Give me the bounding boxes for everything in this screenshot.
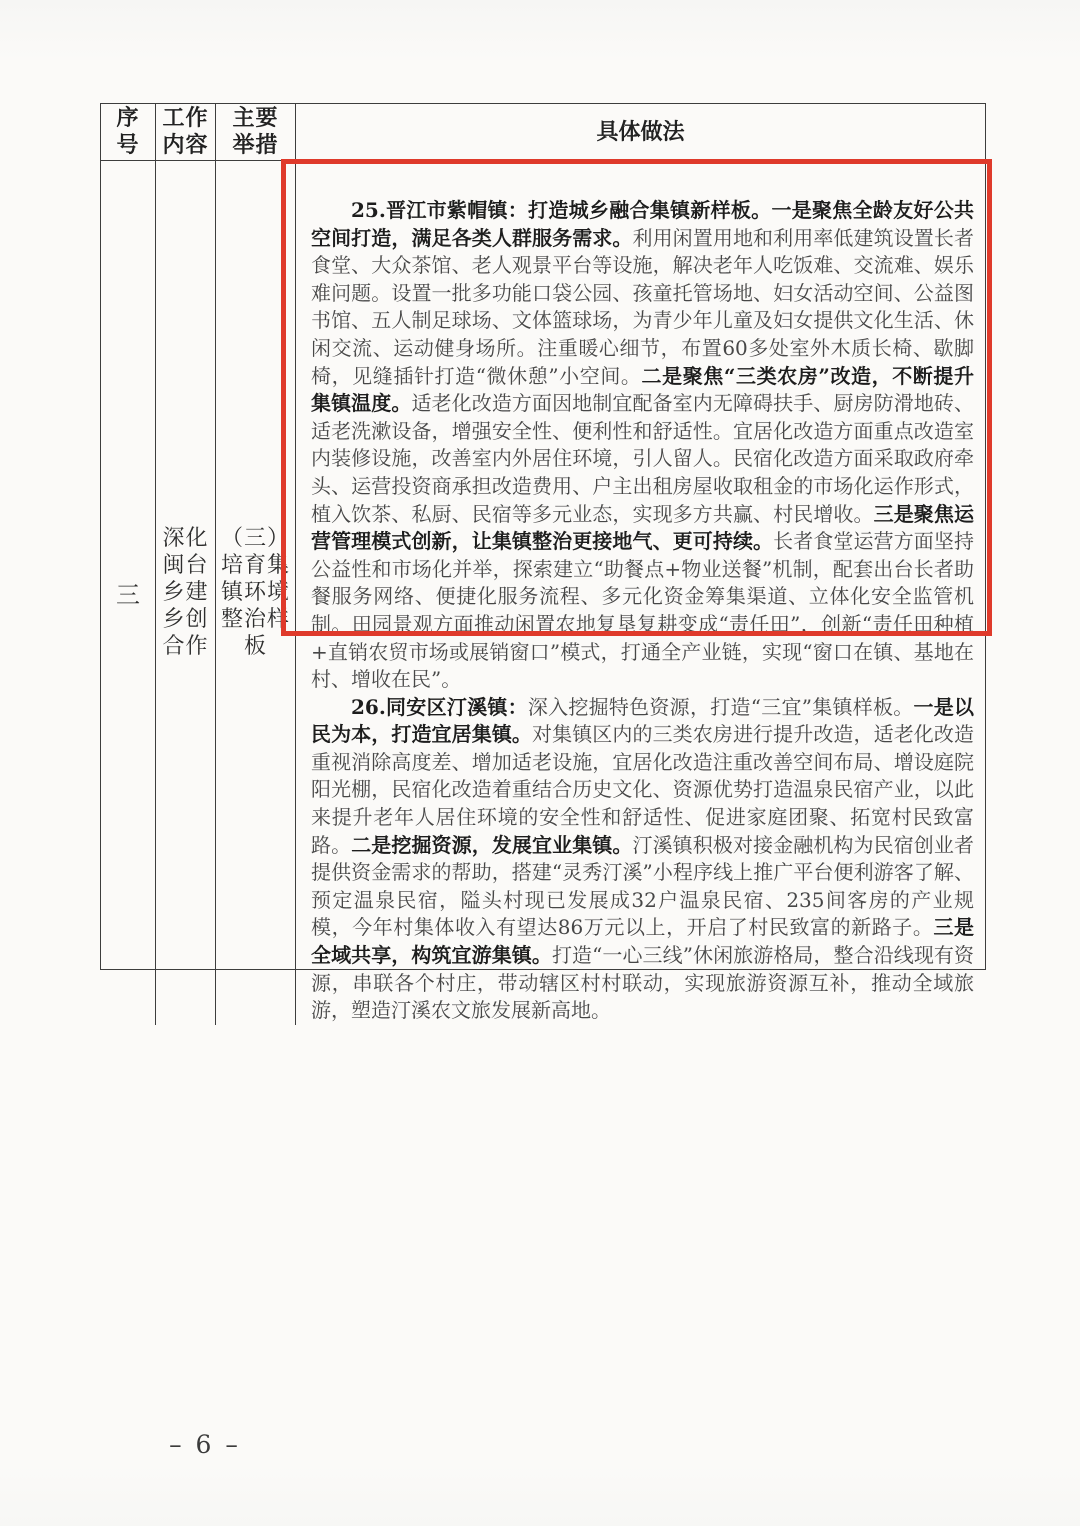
cell-text-line: 序 [116,105,140,131]
practice-paragraph-26 [311,694,974,1025]
header-serial-number [101,104,156,161]
work-plan-table [100,103,986,1023]
cell-text-line: 培育集 [220,553,290,579]
cell-text-line: 镇环境 [220,580,290,606]
cell-main-measures [216,161,296,1025]
cell-text-line: 整治样 [220,607,290,633]
cell-text-line: 乡建 [162,580,209,606]
practice-body-text: 适老化改造方面因地制宜配备室内无障碍扶手、厨房防滑地砖、适老洗漱设备，增强安全性、便利性和舒适性。宜居化改造方面重点改造室内装修设施，改善室内外居住环境，引人留人。民宿化改造方面采取政府牵头、运营投资商承担改造费用、户主出租房屋收取租金的市场化运作形式，植入饮茶、私厨、民宿等多元业态，实现多方共赢、村民增收。 [311,391,974,526]
cell-text-line: 主要 [232,105,279,131]
cell-text-line: 闽台 [162,553,209,579]
cell-text-line: 板 [243,634,267,660]
practice-emphasis-text: 三是聚焦运营管理模式创新，让集镇整治更接地气、更可持续。 [311,501,974,554]
header-work-content [156,104,216,161]
cell-serial-number: 三 [101,161,156,1025]
cell-text-line: （三） [220,526,290,552]
cell-text-line: 号 [116,132,140,158]
practice-emphasis-text: 二是挖掘资源，发展宜业集镇。 [351,832,633,857]
header-specific-practices: 具体做法 [296,104,985,161]
cell-text-line: 乡创 [162,607,209,633]
practice-emphasis-text: 三是全域共享，构筑宜游集镇。 [311,915,975,968]
practice-body-text: 打造“一心三线”休闲旅游格局，整合沿线现有资源，串联各个村庄，带动辖区村村联动，实现旅游资源互补，推动全域旅游，塑造汀溪农文旅发展新高地。 [311,943,975,1023]
practice-paragraph-25 [311,197,974,694]
cell-text-line: 合作 [162,634,209,660]
practice-body-text: 深入挖掘特色资源，打造“三宜”集镇样板。 [527,694,914,719]
practice-body-text: 长者食堂运营方面坚持公益性和市场化并举，探索建立“助餐点+物业送餐”机制，配套出台长者助餐服务网络、便捷化服务流程、多元化资金筹集渠道、立体化安全监管机制。田园景观方面推动闲置农地复垦复耕变成“责任田”，创新“责任田种植+直销农贸市场或展销窗口”模式，打通全产业链，实现“窗口在镇、基地在村、增收在民”。 [311,529,974,692]
practice-body-text: 汀溪镇积极对接金融机构为民宿创业者提供资金需求的帮助，搭建“灵秀汀溪”小程序线上推广平台便利游客了解、预定温泉民宿，隘头村现已发展成32户温泉民宿、235间客房的产业规模，今年村集体收入有望达86万元以上，开启了村民致富的新路子。 [311,832,974,940]
page-number: – 6 – [169,1430,241,1459]
header-main-measures [216,104,296,161]
cell-work-content [156,161,216,1025]
cell-text-line: 举措 [232,132,279,158]
cell-text-line: 内容 [162,132,209,158]
practice-emphasis-text: 26.同安区汀溪镇： [351,694,528,719]
practice-body-text: 利用闲置用地和利用率低建筑设置长者食堂、大众茶馆、老人观景平台等设施，解决老年人吃饭难、交流难、娱乐难问题。设置一批多功能口袋公园、孩童托管场地、妇女活动空间、公益图书馆、五人制足球场、文体篮球场，为青少年儿童及妇女提供文化生活、休闲交流、运动健身场所。注重暖心细节，布置60多处室外木质长椅、歇脚椅，见缝插针打造“微休憩”小空间。 [311,225,974,388]
practice-emphasis-text: 一是以民为本，打造宜居集镇。 [311,694,975,747]
cell-specific-practices [296,161,985,1025]
cell-text-line: 深化 [162,526,209,552]
practice-emphasis-text: 25.晋江市紫帽镇：打造城乡融合集镇新样板。一是聚焦全龄友好公共空间打造，满足各类人群服务需求。 [311,198,974,250]
cell-text-line: 工作 [162,105,209,131]
practice-emphasis-text: 二是聚焦“三类农房”改造，不断提升集镇温度。 [311,363,974,416]
practice-body-text: 对集镇区内的三类农房进行提升改造，适老化改造重视消除高度差、增加适老设施，宜居化改造注重改善空间布局、增设庭院阳光棚，民宿化改造着重结合历史文化、资源优势打造温泉民宿产业，以此来提升老年人居住环境的安全性和舒适性、促进家庭团聚、拓宽村民致富路。 [311,722,974,857]
